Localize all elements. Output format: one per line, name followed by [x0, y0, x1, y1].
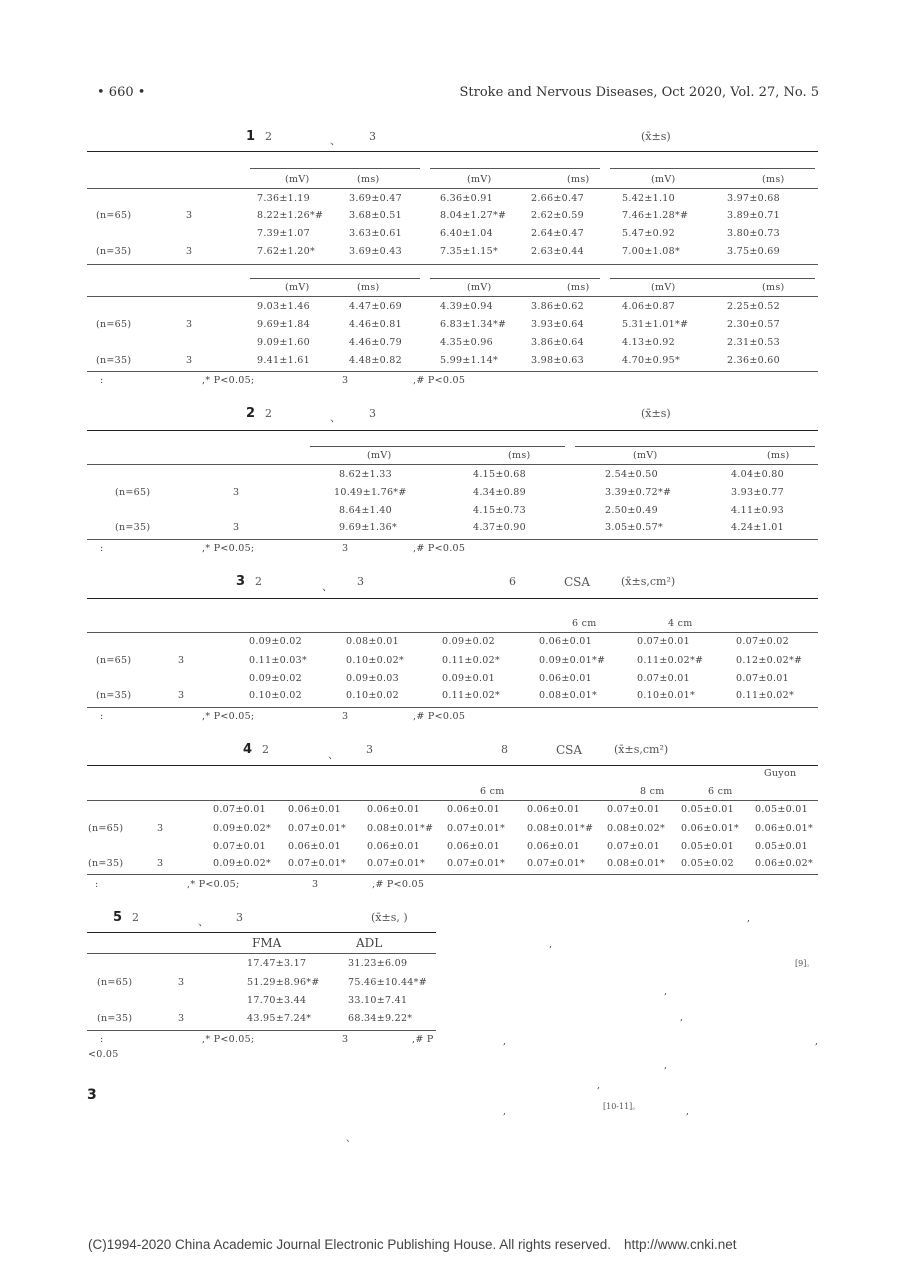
unit-header: (mV) — [633, 450, 658, 461]
table-note: : — [100, 711, 104, 722]
table-4-caption-part: 3 — [366, 743, 373, 756]
column-subheader: Guyon — [764, 768, 797, 779]
table-cell: 0.05±0.01 — [755, 804, 808, 815]
table-cell: 0.07±0.01 — [213, 841, 266, 852]
column-header: ADL — [356, 936, 383, 950]
table-note: ,* P<0.05; — [202, 543, 255, 554]
table-cell: 68.34±9.22* — [348, 1013, 413, 1024]
table-cell: 0.07±0.01 — [736, 673, 789, 684]
table-cell: 3.93±0.64 — [531, 319, 584, 330]
cnki-url[interactable]: http://www.cnki.net — [624, 1237, 737, 1252]
table-cell: 0.07±0.01* — [288, 858, 347, 869]
table-1-group-rule — [610, 278, 815, 279]
table-cell: 4.46±0.81 — [349, 319, 402, 330]
table-1-group-rule — [430, 168, 600, 169]
unit-header: (ms) — [567, 174, 590, 185]
punctuation-mark: , — [747, 913, 751, 924]
table-cell: 0.07±0.01* — [447, 823, 506, 834]
table-cell: 4.47±0.69 — [349, 301, 402, 312]
table-cell: 0.07±0.01* — [527, 858, 586, 869]
table-2-number: 2 — [246, 406, 256, 421]
table-2-caption-part: 3 — [369, 407, 376, 420]
table-cell: 0.05±0.01 — [681, 804, 734, 815]
column-subheader: 6 cm — [572, 618, 597, 629]
section-number: 3 — [87, 1087, 97, 1103]
table-cell: 0.08±0.01*# — [367, 823, 434, 834]
unit-header: (mV) — [285, 174, 310, 185]
unit-header: (mV) — [467, 174, 492, 185]
punctuation-mark: , — [686, 1106, 690, 1117]
group-label: (n=35) — [96, 246, 132, 257]
table-cell: 6.40±1.04 — [440, 228, 493, 239]
table-cell: 0.08±0.01* — [539, 690, 598, 701]
table-cell: 0.09±0.01 — [442, 673, 495, 684]
table-cell: 3.05±0.57* — [605, 522, 664, 533]
table-cell: 9.41±1.61 — [257, 355, 310, 366]
table-2-bottom-rule — [87, 539, 818, 540]
page-number: • 660 • — [97, 85, 146, 100]
table-cell: 0.06±0.01 — [539, 673, 592, 684]
citation-mark: [9]。 — [795, 959, 815, 968]
table-cell: 4.46±0.79 — [349, 337, 402, 348]
table-cell: 7.62±1.20* — [257, 246, 316, 257]
table-cell: 0.07±0.01 — [637, 636, 690, 647]
table-cell: 3.75±0.69 — [727, 246, 780, 257]
table-cell: 3.39±0.72*# — [605, 487, 672, 498]
table-note: 3 — [342, 543, 349, 554]
group-label: (n=35) — [115, 522, 151, 533]
table-cell: 4.13±0.92 — [622, 337, 675, 348]
table-3-number: 3 — [236, 574, 246, 589]
table-cell: 7.46±1.28*# — [622, 210, 689, 221]
table-cell: 17.70±3.44 — [247, 995, 307, 1006]
table-note: 3 — [342, 711, 349, 722]
punctuation-mark: , — [664, 986, 668, 997]
table-cell: 4.35±0.96 — [440, 337, 493, 348]
table-cell: 0.07±0.01 — [637, 673, 690, 684]
table-note: ,* P<0.05; — [202, 375, 255, 386]
table-cell: 3.80±0.73 — [727, 228, 780, 239]
punctuation-mark: , — [503, 1106, 507, 1117]
table-cell: 0.09±0.02 — [442, 636, 495, 647]
table-cell: 4.70±0.95* — [622, 355, 681, 366]
table-2-group-rule — [575, 446, 815, 447]
table-cell: 0.06±0.02* — [755, 858, 814, 869]
table-cell: 0.06±0.01 — [527, 804, 580, 815]
table-cell: 0.06±0.01 — [447, 804, 500, 815]
table-cell: 3.86±0.64 — [531, 337, 584, 348]
table-cell: 0.10±0.02* — [346, 655, 405, 666]
table-cell: 0.12±0.02*# — [736, 655, 803, 666]
table-cell: 43.95±7.24* — [247, 1013, 312, 1024]
table-cell: 7.39±1.07 — [257, 228, 310, 239]
group-n: 3 — [186, 319, 193, 330]
table-cell: 6.83±1.34*# — [440, 319, 507, 330]
table-cell: 0.09±0.01*# — [539, 655, 606, 666]
table-cell: 75.46±10.44*# — [348, 977, 427, 988]
table-5-caption-part: 、 — [198, 915, 209, 928]
table-note: 3 — [312, 879, 319, 890]
table-note: ,# P<0.05 — [413, 711, 466, 722]
table-cell: 4.04±0.80 — [731, 469, 784, 480]
table-cell: 9.69±1.36* — [339, 522, 398, 533]
table-cell: 0.08±0.01* — [607, 858, 666, 869]
group-n: 3 — [186, 210, 193, 221]
table-cell: 4.39±0.94 — [440, 301, 493, 312]
table-cell: 2.36±0.60 — [727, 355, 780, 366]
table-cell: 8.62±1.33 — [339, 469, 392, 480]
table-cell: 0.06±0.01 — [447, 841, 500, 852]
table-cell: 0.08±0.01 — [346, 636, 399, 647]
citation-mark: [10-11]。 — [603, 1102, 641, 1111]
unit-header: (mV) — [651, 174, 676, 185]
table-2-top-rule — [87, 430, 818, 431]
table-cell: 3.69±0.43 — [349, 246, 402, 257]
table-cell: 17.47±3.17 — [247, 958, 307, 969]
table-cell: 3.68±0.51 — [349, 210, 402, 221]
table-cell: 0.11±0.03* — [249, 655, 308, 666]
table-cell: 4.15±0.68 — [473, 469, 526, 480]
table-1-caption-part: 2 — [265, 130, 272, 143]
group-label: (n=65) — [96, 210, 132, 221]
table-note: 3 — [342, 375, 349, 386]
table-3-caption-part: 2 — [255, 575, 262, 588]
table-4-caption-part: 、 — [328, 748, 339, 761]
group-n: 3 — [157, 858, 164, 869]
table-5-top-rule — [87, 932, 436, 933]
punctuation-mark: , — [664, 1060, 668, 1071]
table-cell: 8.64±1.40 — [339, 505, 392, 516]
table-note: : — [100, 375, 104, 386]
table-cell: 7.35±1.15* — [440, 246, 499, 257]
table-cell: 0.09±0.02* — [213, 823, 272, 834]
table-cell: 9.03±1.46 — [257, 301, 310, 312]
table-cell: 0.10±0.02 — [346, 690, 399, 701]
group-label: (n=65) — [115, 487, 151, 498]
table-cell: 0.06±0.01 — [288, 804, 341, 815]
group-n: 3 — [233, 522, 240, 533]
table-cell: 0.07±0.01 — [607, 841, 660, 852]
table-note: ,* P<0.05; — [202, 1034, 255, 1045]
table-cell: 5.47±0.92 — [622, 228, 675, 239]
table-cell: 0.06±0.01 — [527, 841, 580, 852]
unit-header: (mV) — [467, 282, 492, 293]
table-1-group-rule — [430, 278, 600, 279]
group-label: (n=65) — [97, 977, 133, 988]
table-1-group-rule — [250, 168, 420, 169]
table-1-top-rule — [87, 151, 818, 152]
unit-header: (ms) — [567, 282, 590, 293]
table-cell: 0.06±0.01* — [681, 823, 740, 834]
table-cell: 2.25±0.52 — [727, 301, 780, 312]
table-cell: 3.86±0.62 — [531, 301, 584, 312]
table-4-stat: (x̄±s,cm²) — [614, 743, 669, 756]
section-mark: 、 — [346, 1133, 356, 1144]
table-note: ,# P<0.05 — [413, 375, 466, 386]
table-cell: 4.06±0.87 — [622, 301, 675, 312]
table-cell: 4.11±0.93 — [731, 505, 784, 516]
table-cell: 33.10±7.41 — [348, 995, 408, 1006]
punctuation-mark: , — [549, 939, 553, 950]
group-label: (n=65) — [88, 823, 124, 834]
table-cell: 0.06±0.01 — [288, 841, 341, 852]
table-cell: 5.42±1.10 — [622, 193, 675, 204]
table-note: : — [100, 1034, 104, 1045]
punctuation-mark: , — [815, 1036, 819, 1047]
table-1-mid-rule — [87, 264, 818, 265]
table-cell: 0.07±0.01 — [607, 804, 660, 815]
table-cell: 2.30±0.57 — [727, 319, 780, 330]
table-1-caption-part: 、 — [330, 134, 341, 147]
punctuation-mark: , — [503, 1036, 507, 1047]
table-cell: 0.09±0.03 — [346, 673, 399, 684]
table-cell: 2.54±0.50 — [605, 469, 658, 480]
table-cell: 9.69±1.84 — [257, 319, 310, 330]
column-subheader: 8 cm — [640, 786, 665, 797]
table-note: : — [95, 879, 99, 890]
table-cell: 3.69±0.47 — [349, 193, 402, 204]
table-cell: 0.10±0.01* — [637, 690, 696, 701]
table-cell: 7.00±1.08* — [622, 246, 681, 257]
table-cell: 3.63±0.61 — [349, 228, 402, 239]
table-cell: 5.99±1.14* — [440, 355, 499, 366]
group-n: 3 — [186, 246, 193, 257]
group-label: (n=35) — [88, 858, 124, 869]
table-cell: 4.15±0.73 — [473, 505, 526, 516]
table-cell: 0.10±0.02 — [249, 690, 302, 701]
punctuation-mark: , — [597, 1080, 601, 1091]
table-cell: 8.04±1.27*# — [440, 210, 507, 221]
table-4-caption-part: 8 — [501, 743, 508, 756]
table-cell: 0.11±0.02* — [736, 690, 795, 701]
table-cell: 0.06±0.01 — [367, 804, 420, 815]
punctuation-mark: , — [680, 1012, 684, 1023]
table-cell: 6.36±0.91 — [440, 193, 493, 204]
table-cell: 0.05±0.01 — [681, 841, 734, 852]
table-3-bottom-rule — [87, 707, 818, 708]
table-note: 3 — [342, 1034, 349, 1045]
table-3-caption-part: 6 — [509, 575, 516, 588]
table-cell: 0.06±0.01* — [755, 823, 814, 834]
table-cell: 10.49±1.76*# — [334, 487, 407, 498]
table-2-caption-part: 、 — [330, 411, 341, 424]
journal-running-head: Stroke and Nervous Diseases, Oct 2020, Vol. 27, No. 5 — [459, 85, 819, 100]
group-n: 3 — [186, 355, 193, 366]
table-cell: 0.07±0.01* — [288, 823, 347, 834]
table-5-stat: (x̄±s, ) — [371, 911, 408, 924]
unit-header: (mV) — [285, 282, 310, 293]
table-cell: 2.66±0.47 — [531, 193, 584, 204]
table-3-top-rule — [87, 598, 818, 599]
table-cell: 4.37±0.90 — [473, 522, 526, 533]
table-cell: 31.23±6.09 — [348, 958, 408, 969]
table-1-header-rule — [87, 188, 818, 189]
table-3-header-rule — [87, 632, 818, 633]
table-1-bottom-rule — [87, 371, 818, 372]
table-cell: 8.22±1.26*# — [257, 210, 324, 221]
table-2-stat: (x̄±s) — [641, 407, 671, 420]
table-cell: 51.29±8.96*# — [247, 977, 320, 988]
table-4-number: 4 — [243, 742, 253, 757]
table-5-bottom-rule — [87, 1030, 436, 1031]
table-2-group-rule — [310, 446, 565, 447]
table-cell: 3.98±0.63 — [531, 355, 584, 366]
copyright-line: (C)1994-2020 China Academic Journal Electronic Publishing House. All rights reserved. — [88, 1237, 612, 1252]
table-1-number: 1 — [246, 129, 256, 144]
table-cell: 4.48±0.82 — [349, 355, 402, 366]
unit-header: (ms) — [762, 174, 785, 185]
unit-header: (ms) — [762, 282, 785, 293]
group-n: 3 — [178, 977, 185, 988]
table-cell: 9.09±1.60 — [257, 337, 310, 348]
table-1-group-rule — [250, 278, 420, 279]
unit-header: (ms) — [508, 450, 531, 461]
table-cell: 0.09±0.02* — [213, 858, 272, 869]
table-cell: 2.62±0.59 — [531, 210, 584, 221]
table-cell: 2.63±0.44 — [531, 246, 584, 257]
table-3-caption-part: 3 — [357, 575, 364, 588]
table-cell: 0.06±0.01 — [367, 841, 420, 852]
column-subheader: 4 cm — [668, 618, 693, 629]
table-cell: 7.36±1.19 — [257, 193, 310, 204]
unit-header: (ms) — [357, 282, 380, 293]
table-cell: 4.24±1.01 — [731, 522, 784, 533]
unit-header: (ms) — [767, 450, 790, 461]
unit-header: (mV) — [651, 282, 676, 293]
table-5-caption-part: 2 — [132, 911, 139, 924]
table-cell: 0.11±0.02* — [442, 690, 501, 701]
column-subheader: 6 cm — [480, 786, 505, 797]
table-5-number: 5 — [113, 910, 123, 925]
unit-header: (mV) — [367, 450, 392, 461]
table-cell: 0.09±0.02 — [249, 636, 302, 647]
table-cell: 4.34±0.89 — [473, 487, 526, 498]
table-note: ,# P<0.05 — [413, 543, 466, 554]
table-cell: 3.97±0.68 — [727, 193, 780, 204]
table-cell: 2.31±0.53 — [727, 337, 780, 348]
table-note: : — [100, 543, 104, 554]
group-label: (n=65) — [96, 319, 132, 330]
table-cell: 0.09±0.02 — [249, 673, 302, 684]
group-n: 3 — [178, 1013, 185, 1024]
table-1-group-rule — [610, 168, 815, 169]
table-cell: 0.08±0.02* — [607, 823, 666, 834]
table-1-stat: (x̄±s) — [641, 130, 671, 143]
table-3-stat: (x̄±s,cm²) — [621, 575, 676, 588]
table-cell: 3.89±0.71 — [727, 210, 780, 221]
table-cell: 0.06±0.01 — [539, 636, 592, 647]
table-3-caption-part: 、 — [322, 580, 333, 593]
table-cell: 3.93±0.77 — [731, 487, 784, 498]
group-label: (n=65) — [96, 655, 132, 666]
table-cell: 0.05±0.01 — [755, 841, 808, 852]
unit-header: (ms) — [357, 174, 380, 185]
table-5-header-rule — [87, 953, 436, 954]
column-subheader: 6 cm — [708, 786, 733, 797]
table-cell: 5.31±1.01*# — [622, 319, 689, 330]
table-note: <0.05 — [88, 1049, 119, 1060]
table-note: ,* P<0.05; — [202, 711, 255, 722]
group-n: 3 — [178, 655, 185, 666]
table-4-caption-part: CSA — [556, 743, 583, 757]
table-4-caption-part: 2 — [262, 743, 269, 756]
table-cell: 0.07±0.01 — [213, 804, 266, 815]
table-cell: 2.64±0.47 — [531, 228, 584, 239]
table-note: ,# P — [412, 1034, 434, 1045]
table-5-caption-part: 3 — [236, 911, 243, 924]
table-4-header-rule — [87, 800, 818, 801]
table-cell: 2.50±0.49 — [605, 505, 658, 516]
group-label: (n=35) — [96, 355, 132, 366]
table-note: ,* P<0.05; — [187, 879, 240, 890]
table-1-caption-part: 3 — [369, 130, 376, 143]
table-cell: 0.11±0.02* — [442, 655, 501, 666]
table-cell: 0.05±0.02 — [681, 858, 734, 869]
table-cell: 0.11±0.02*# — [637, 655, 704, 666]
table-cell: 0.08±0.01*# — [527, 823, 594, 834]
table-cell: 0.07±0.02 — [736, 636, 789, 647]
table-2-caption-part: 2 — [265, 407, 272, 420]
table-3-caption-part: CSA — [564, 575, 591, 589]
table-1-header-rule — [87, 296, 818, 297]
table-4-bottom-rule — [87, 874, 818, 875]
column-header: FMA — [252, 936, 282, 950]
table-2-header-rule — [87, 464, 818, 465]
table-note: ,# P<0.05 — [372, 879, 425, 890]
group-n: 3 — [178, 690, 185, 701]
group-label: (n=35) — [97, 1013, 133, 1024]
table-4-top-rule — [87, 765, 818, 766]
table-cell: 0.07±0.01* — [367, 858, 426, 869]
group-n: 3 — [157, 823, 164, 834]
table-cell: 0.07±0.01* — [447, 858, 506, 869]
group-n: 3 — [233, 487, 240, 498]
group-label: (n=35) — [96, 690, 132, 701]
